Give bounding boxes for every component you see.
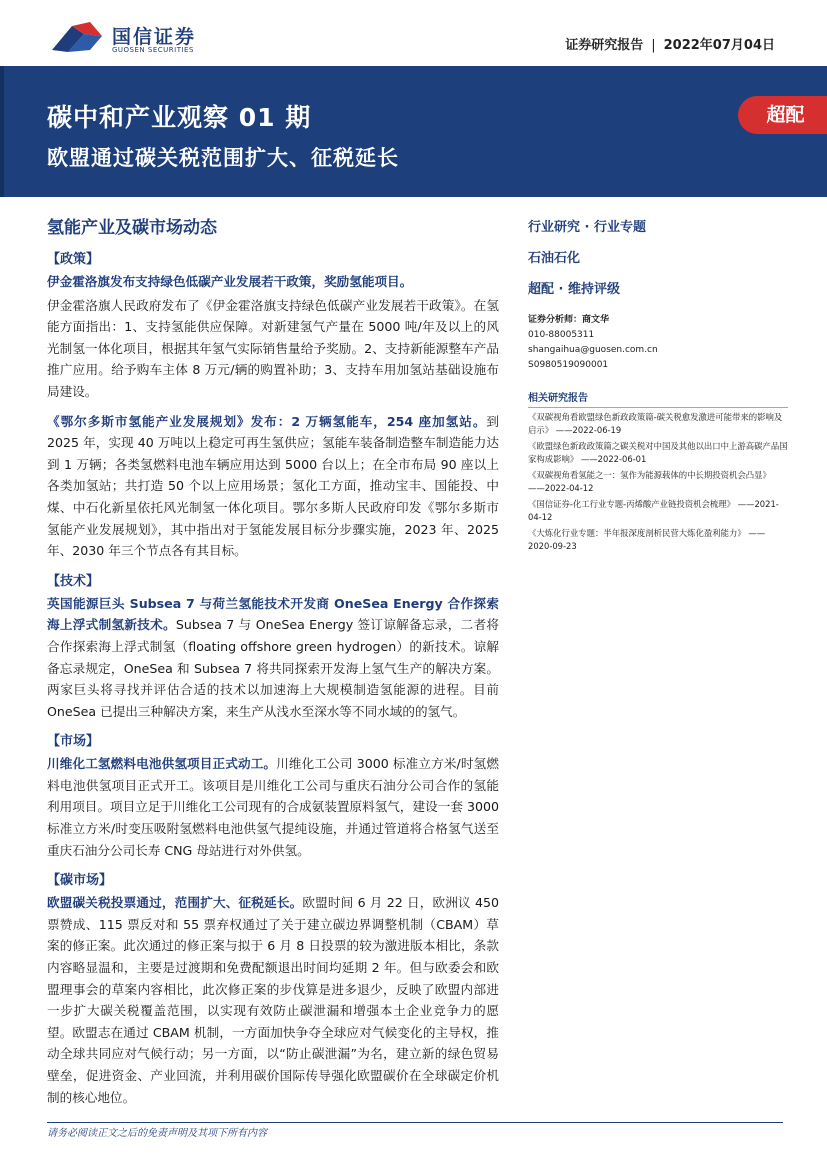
analyst-row <box>528 313 788 328</box>
related-report-item[interactable]: 《欧盟绿色新政政策篇之碳关税对中国及其他以出口中上游高碳产品国家构成影响》 ——2022-06-01 <box>528 441 788 464</box>
section-title: 氢能产业及碳市场动态 <box>47 218 217 238</box>
related-report-item[interactable]: 《大炼化行业专题：半年报深度剖析民营大炼化盈利能力》 ——2020-09-23 <box>528 528 766 551</box>
report-date: 2022年07月04日 <box>663 38 775 53</box>
sidebar <box>528 216 788 553</box>
carbon-body: 欧盟时间 6 月 22 日，欧洲议 450 票赞成、115 票反对和 55 票弃权通过了关于建立碳边界调整机制（CBAM）草案的修正案。此次通过的修正案与拟于 6 月 8 日投票的较为激进版本相比，条款内容略显温和，主要是过渡期和免费配额退出时间均延期 2 年。但与欧委会和欧盟理事会的草案内容相比，此次修正案的步伐算是进多退少，反映了欧盟内部进一步扩大碳关税覆盖范围，以实现有效防止碳泄漏和增强本土企业竞争力的愿望。欧盟志在通过 CBAM 机制，一方面加快争夺全球应对气候变化的主导权，推动全球共同应对气候行动；另一方面，以“防止碳泄漏”为名，建立新的绿色贸易壁垒，促进资金、产业回流，并利用碳价国际传导强化欧盟碳价在全球碳定价机制的核心地位。 <box>47 895 499 1105</box>
analyst-info <box>528 313 788 373</box>
footer-disclaimer: 请务必阅读正文之后的免责声明及其项下所有内容 <box>47 1128 267 1139</box>
report-meta <box>565 34 775 53</box>
analyst-phone: 010-88005311 <box>528 330 595 340</box>
carbon-para <box>47 892 499 1108</box>
carbon-tag: 【碳市场】 <box>47 873 113 889</box>
market-lead: 川维化工氢燃料电池供氢项目正式动工。 <box>47 756 277 772</box>
policy-body-2: 到 2025 年，实现 40 万吨以上稳定可再生氢供应；氢能车装备制造整车制造能力达到 1 万辆；各类氢燃料电池车辆应用达到 5000 台以上；在全市布局 90 座以上各类加氢站；共打造 50 个以上应用场景；氢化工方面，推动宝丰、国能投、中煤、中石化新星依托风光制氢一体化项目。鄂尔多斯人民政府印发《鄂尔多斯市氢能产业发展规划》，其中指出对于氢能发展目标分步骤实施，2023 年、2025 年、2030 年三个节点各有其目标。 <box>47 413 499 559</box>
market-tag: 【市场】 <box>47 734 100 750</box>
related-reports-title: 相关研究报告 <box>528 389 788 408</box>
policy-para-2 <box>47 411 499 562</box>
analyst-license: S0980519090001 <box>528 360 609 370</box>
banner-stripe <box>0 66 4 197</box>
related-report-item[interactable]: 《双碳视角看氢能之一：氢作为能源载体的中长期投资机会凸显》 ——2022-04-12 <box>528 470 771 493</box>
policy-lead-1: 伊金霍洛旗发布支持绿色低碳产业发展若干政策，奖励氢能项目。 <box>47 274 413 289</box>
sector-line: 石油石化 <box>528 251 581 266</box>
tech-tag: 【技术】 <box>47 573 100 589</box>
analyst-email[interactable]: shangaihua@guosen.com.cn <box>528 345 658 355</box>
report-subtitle: 欧盟通过碳关税范围扩大、征税延长 <box>47 146 399 170</box>
footer-divider <box>47 1122 783 1123</box>
brand-name: 国信证券 <box>112 26 197 48</box>
policy-tag: 【政策】 <box>47 252 100 267</box>
brand-name-en: GUOSEN SECURITIES <box>112 46 194 54</box>
analyst-name: 商文华 <box>582 315 610 325</box>
market-para <box>47 753 499 861</box>
industry-line: 行业研究 · 行业专题 <box>528 220 646 235</box>
related-report-item[interactable]: 《国信证券-化工行业专题-丙烯酸产业链投资机会梳理》 ——2021-04-12 <box>528 499 779 522</box>
tech-body: Subsea 7 与 OneSea Energy 签订谅解备忘录，二者将合作探索海上浮式制氢（floating offshore green hydrogen）的新技术。谅解备忘录规定，OneSea 和 Subsea 7 将共同探索开发海上氢气生产的解决方案。两家巨头将寻找并评估合适的技术以加速海上大规模制造氢能源的进程。目前 OneSea 已提出三种解决方案，来生产从浅水至深水等不同水域的的氢气。 <box>47 617 499 719</box>
policy-body-1: 伊金霍洛旗人民政府发布了《伊金霍洛旗支持绿色低碳产业发展若干政策》。在氢能方面指出：1、支持氢能供应保障。对新建氢气产量在 5000 吨/年及以上的风光制氢一体化项目，根据其年氢气实际销售量给予奖励。2、支持新能源整车产品推广应用。给予购车主体 8 万元/辆的购置补助；3、支持车用加氢站基础设施布局建设。 <box>47 297 499 399</box>
carbon-lead: 欧盟碳关税投票通过，范围扩大、征税延长。 <box>47 895 303 911</box>
page-header <box>0 0 827 66</box>
tech-lead: 英国能源巨头 Subsea 7 与荷兰氢能技术开发商 OneSea Energy 合作探索海上浮式制氢新技术。 <box>47 595 499 633</box>
related-report-item[interactable]: 《双碳视角看欧盟绿色新政政策篇-碳关税愈发激进可能带来的影响及启示》 ——2022-06-19 <box>528 412 783 435</box>
report-title: 碳中和产业观察 01 期 <box>47 103 312 132</box>
main-content <box>47 213 499 1116</box>
market-body: 川维化工公司 3000 标准立方米/时氢燃料电池供氢项目正式开工。该项目是川维化工公司与重庆石油分公司合作的氢能利用项目。项目立足于川维化工公司现有的合成氨装置原料氢气，建设一套 3000 标准立方米/时变压吸附氢燃料电池供氢气提纯设施，并通过管道将合格氢气送至重庆石油分公司长寿 CNG 母站进行对外供氢。 <box>47 756 499 858</box>
report-type: 证券研究报告 <box>565 38 644 53</box>
rating-badge: 超配 <box>738 96 827 134</box>
meta-separator: | <box>651 38 656 53</box>
guosen-logo-icon <box>50 20 106 54</box>
tech-para <box>47 593 499 723</box>
rating-line: 超配 · 维持评级 <box>528 282 620 297</box>
analyst-label: 证券分析师： <box>528 315 583 325</box>
title-banner <box>0 66 827 197</box>
policy-lead-2: 《鄂尔多斯市氢能产业发展规划》发布：2 万辆氢能车，254 座加氢站。 <box>47 413 487 429</box>
